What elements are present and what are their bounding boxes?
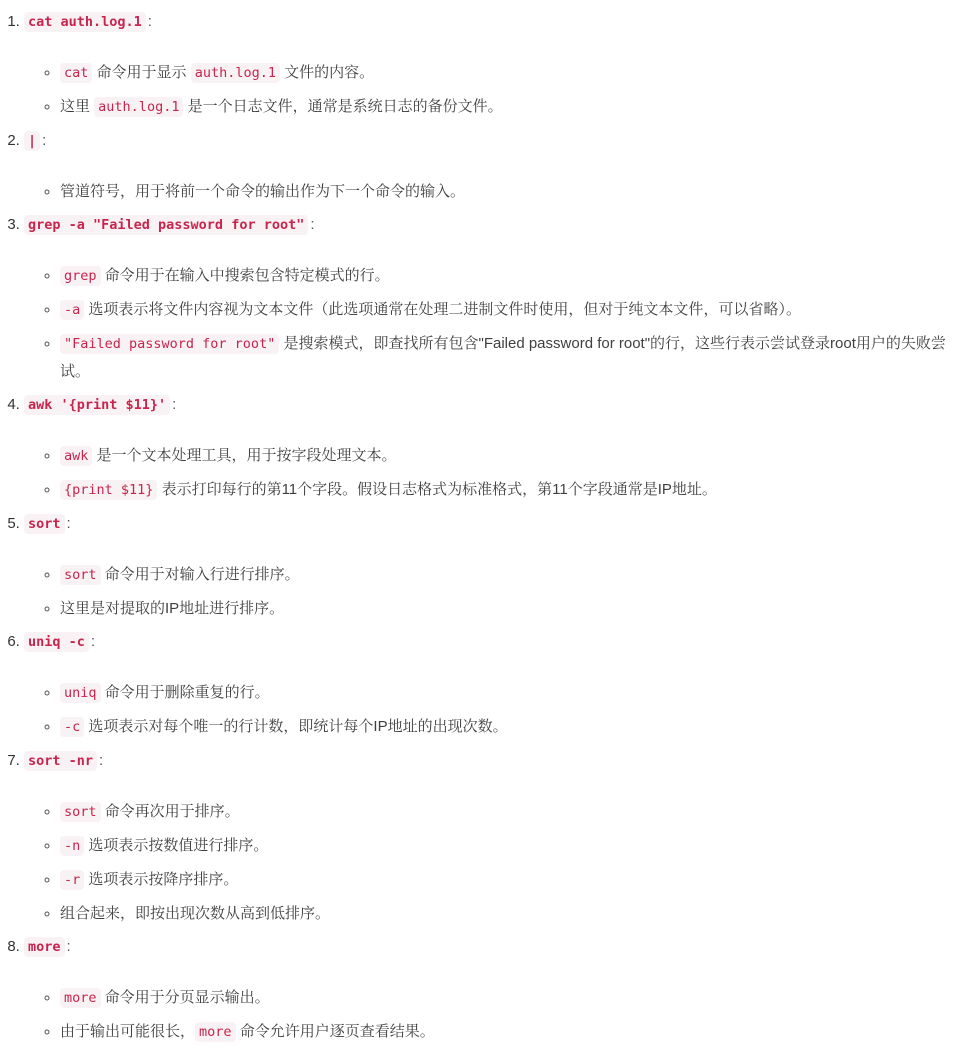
bullet-text: 文件的内容。 [280,64,375,81]
item-colon: : [66,938,71,955]
bullet-item [60,442,957,470]
bullet-text: 命令用于删除重复的行。 [100,684,270,701]
command-strong [24,396,170,413]
bullet-text: 命令用于对输入行进行排序。 [100,566,300,583]
command-code: grep -a "Failed password for root" [24,215,308,235]
bullet-item [60,561,957,589]
bullet-paragraph [60,713,957,741]
command-heading [24,933,957,961]
bullet-text: 选项表示按降序排序。 [84,871,239,888]
bullet-paragraph [60,262,957,290]
inline-code: -n [60,836,84,856]
bullet-list [24,442,957,504]
bullet-paragraph [60,561,957,589]
bullet-item [60,296,957,324]
command-strong [24,13,146,30]
item-colon: : [90,633,96,650]
command-code: sort -nr [24,751,97,771]
bullet-text: 选项表示将文件内容视为文本文件（此选项通常在处理二进制文件时使用，但对于纯文本文件，可以省略）。 [84,301,801,318]
bullet-item [60,866,957,894]
item-colon: : [42,132,47,149]
inline-code: {print $11} [60,480,157,500]
bullet-text: 命令用于分页显示输出。 [100,989,270,1006]
bullet-text: 命令用于显示 [92,64,191,81]
bullet-text: 选项表示按数值进行排序。 [84,837,269,854]
command-heading [24,127,957,155]
bullet-paragraph [60,442,957,470]
bullet-paragraph [60,59,957,87]
command-item [24,510,957,622]
bullet-list [24,561,957,622]
bullet-paragraph [60,798,957,826]
command-heading [24,747,957,775]
bullet-item [60,984,957,1012]
command-code: uniq -c [24,632,89,652]
inline-code: auth.log.1 [94,97,183,117]
bullet-text: 命令用于在输入中搜索包含特定模式的行。 [100,267,390,284]
command-code: cat auth.log.1 [24,12,146,32]
item-colon: : [66,515,71,532]
inline-code: sort [60,802,101,822]
bullet-text: 组合起来，即按出现次数从高到低排序。 [60,905,331,922]
bullet-item [60,1018,957,1046]
command-strong [24,515,65,532]
command-heading [24,628,957,656]
bullet-list [24,262,957,385]
bullet-paragraph [60,1018,957,1046]
command-item [24,628,957,741]
inline-code: more [60,988,101,1008]
command-heading [24,510,957,538]
bullet-text: 选项表示对每个唯一的行计数，即统计每个IP地址的出现次数。 [84,718,508,735]
item-colon: : [147,13,152,30]
bullet-paragraph [60,832,957,860]
bullet-item [60,178,957,205]
bullet-paragraph [60,984,957,1012]
bullet-item [60,679,957,707]
command-code: sort [24,514,65,534]
command-strong [24,216,308,233]
bullet-paragraph [60,679,957,707]
command-item [24,933,957,1046]
inline-code: grep [60,266,101,286]
inline-code: cat [60,63,92,83]
bullet-text: 是搜索模式，即查找所有包含"Failed password for root"的行，这些行表示尝试登录root用户的失败尝试。 [60,335,946,380]
inline-code: -r [60,870,84,890]
bullet-text: 这里是对提取的IP地址进行排序。 [60,600,285,617]
command-heading [24,8,957,36]
command-list [0,8,957,1046]
inline-code: more [195,1022,236,1042]
command-strong [24,752,97,769]
bullet-paragraph [60,93,957,121]
bullet-item [60,595,957,622]
bullet-paragraph [60,900,957,927]
inline-code: "Failed password for root" [60,334,279,354]
bullet-text: 命令允许用户逐页查看结果。 [235,1023,435,1040]
bullet-paragraph [60,595,957,622]
item-colon: : [172,396,177,413]
bullet-item [60,93,957,121]
command-code: more [24,937,65,957]
bullet-text: 这里 [60,98,95,115]
inline-code: auth.log.1 [191,63,280,83]
bullet-text: 命令再次用于排序。 [100,803,240,820]
bullet-list [24,178,957,205]
command-item [24,747,957,927]
command-code: awk '{print $11}' [24,395,170,415]
inline-code: awk [60,446,92,466]
command-item [24,8,957,121]
bullet-item [60,713,957,741]
bullet-paragraph [60,178,957,205]
command-heading [24,391,957,419]
bullet-text: 是一个日志文件，通常是系统日志的备份文件。 [183,98,503,115]
inline-code: uniq [60,683,101,703]
bullet-text: 是一个文本处理工具，用于按字段处理文本。 [92,447,397,464]
bullet-item [60,476,957,504]
inline-code: -c [60,717,84,737]
command-item [24,391,957,504]
bullet-item [60,798,957,826]
command-strong [24,938,65,955]
command-code: | [24,131,40,151]
bullet-list [24,798,957,927]
item-colon: : [99,752,104,769]
bullet-paragraph [60,866,957,894]
bullet-text: 表示打印每行的第11个字段。假设日志格式为标准格式，第11个字段通常是IP地址。 [157,481,717,498]
command-item [24,211,957,385]
command-strong [24,633,89,650]
bullet-paragraph [60,330,957,385]
bullet-paragraph [60,476,957,504]
inline-code: -a [60,300,84,320]
bullet-text: 由于输出可能很长， [60,1023,196,1040]
item-colon: : [310,216,315,233]
command-item [24,127,957,205]
bullet-item [60,330,957,385]
bullet-paragraph [60,296,957,324]
inline-code: sort [60,565,101,585]
bullet-item [60,262,957,290]
bullet-item [60,900,957,927]
bullet-list [24,984,957,1046]
command-strong [24,132,40,149]
bullet-list [24,679,957,741]
bullet-list [24,59,957,121]
bullet-item [60,832,957,860]
bullet-text: 管道符号，用于将前一个命令的输出作为下一个命令的输入。 [60,183,466,200]
command-heading [24,211,957,239]
bullet-item [60,59,957,87]
